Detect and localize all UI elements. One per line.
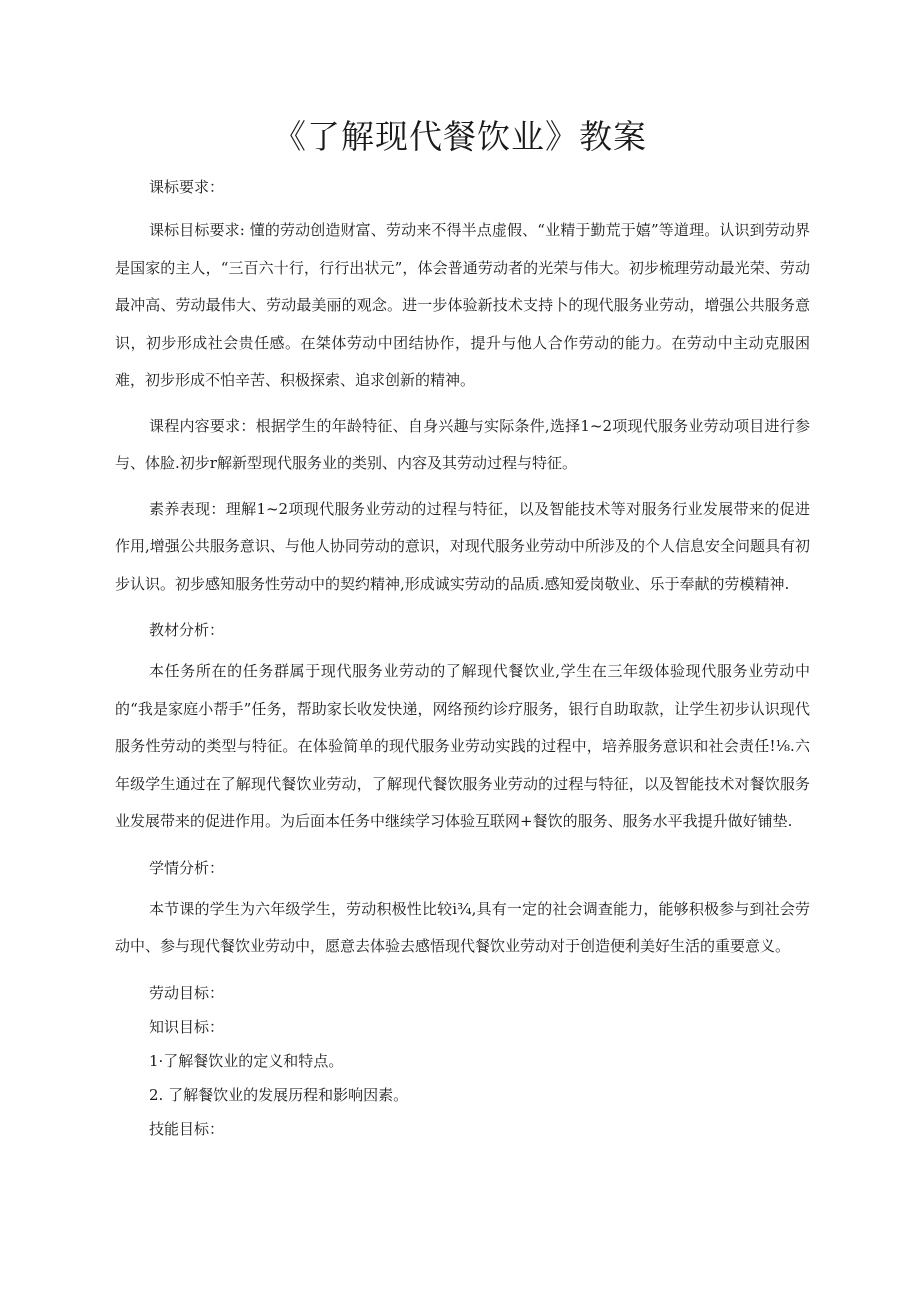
student-heading: 学情分析： [149, 858, 225, 877]
student-analysis-paragraph: 本节课的学生为六年级学生，劳动积极性比较i¾,具有一定的社会调查能力，能够积极参与到社会劳动中、参与现代餐饮业劳动中，愿意去体验去感悟现代餐饮业劳动对于创造便利美好生活的重要意义。 [115, 899, 810, 955]
material-analysis-paragraph: 本任务所在的任务群属于现代服务业劳动的了解现代餐饮业,学生在三年级体验现代服务业劳动中的“我是家庭小帮手”任务，帮助家长收发快递，网络预约诊疗服务，银行自助取款，让学生初步认识现代服务性劳动的类型与特征。在体验简单的现代服务业劳动实践的过程中，培养服务意识和社会责任!⅛.六年级学生通过在了解现代餐饮业劳动，了解现代餐饮服务业劳动的过程与特征，以及智能技术对餐饮服务业发展带来的促进作用。为后面本任务中继续学习体验互联网+餐饮的服务、服务水平我提升做好铺垫. [115, 662, 810, 830]
material-heading: 教材分析： [149, 621, 225, 639]
course-content-paragraph: 课程内容要求：根据学生的年龄特征、自身兴趣与实际条件,选择1~2项现代服务业劳动项目进行参与、体脸.初步r解新型现代服务业的类别、内容及其劳动过程与特征。 [115, 416, 810, 472]
labor-goal-heading: 劳动目标： [149, 983, 225, 1002]
document-body [115, 172, 810, 1144]
skill-goal-heading: 技能目标： [149, 1119, 225, 1138]
knowledge-item: 1·了解餐饮业的定义和特点。 [149, 1051, 344, 1070]
curriculum-heading: 课标要求： [149, 178, 225, 196]
page-title: 《了解现代餐饮业》教案 [273, 117, 647, 156]
curriculum-goal-paragraph: 课标目标要求: 懂的劳动创造财富、劳动来不得半点虚假、“业精于勤荒于嬉”等道理。认识到劳动界是国家的主人，“三百六十行，行行出状元”，体会普通劳动者的光荣与伟大。初步梳理劳动最光荣、劳动最冲高、劳动最伟大、劳动最美丽的观念。进一步体验新技术支持卜的现代服务业劳动，增强公共服务意识，初步形成社会贵任感。在桀体劳动中团结协作，提升与他人合作劳动的能力。在劳动中主动克服困难，初步形成不怕辛苦、积极探索、追求创新的精神。 [115, 221, 810, 389]
literacy-paragraph: 素养表现：理解1~2项现代服务业劳动的过程与特征，以及智能技术等对服务行业发展带来的促进作用,增强公共服务意识、与他人协同劳动的意识，对现代服务业劳动中所涉及的个人信息安全问题具有初步认识。初步感知服务性劳动中的契约精神,形成诚实劳动的品质.感知爱岗敬业、乐于奉献的劳模精神. [115, 499, 810, 593]
knowledge-item: 2. 了解餐饮业的发展历程和影响因素。 [149, 1085, 409, 1104]
knowledge-goal-heading: 知识目标： [149, 1017, 225, 1036]
